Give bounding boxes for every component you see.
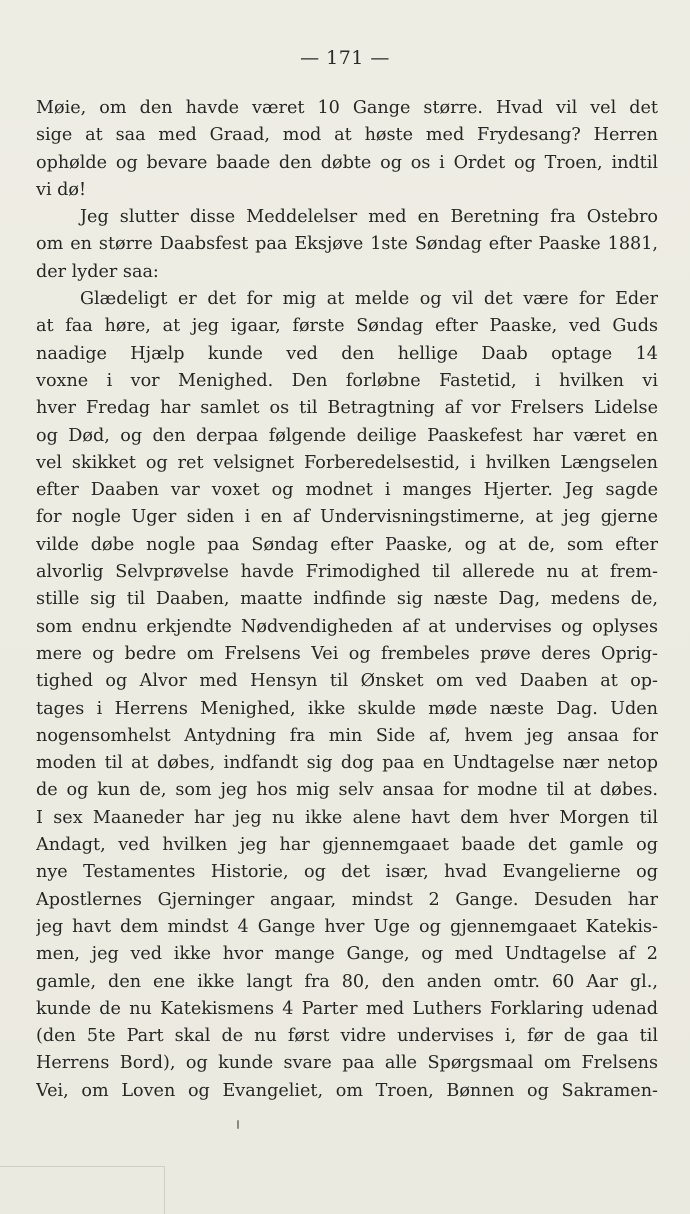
text-line: alvorlig Selvprøvelse havde Frimodighed til allerede nu at frem-: [36, 562, 658, 583]
text-line: gamle, den ene ikke langt fra 80, den anden omtr. 60 Aar gl.,: [36, 971, 658, 992]
text-line: Apostlernes Gjerninger angaar, mindst 2 Gange. Desuden har: [36, 889, 658, 910]
text-line: Vei, om Loven og Evangeliet, om Troen, Bønnen og Sakramen-: [36, 1080, 658, 1101]
ink-speck: [237, 1120, 239, 1129]
text-line: at faa høre, at jeg igaar, første Søndag efter Paaske, ved Guds: [36, 316, 658, 337]
page-fold-edge: [0, 1166, 165, 1167]
text-line: vel skikket og ret velsignet Forberedelsestid, i hvilken Længselen: [36, 452, 658, 473]
text-line: jeg havt dem mindst 4 Gange hver Uge og gjennemgaaet Katekis-: [36, 916, 658, 937]
text-line: hver Fredag har samlet os til Betragtning af vor Frelsers Lidelse: [36, 398, 658, 419]
text-line: mere og bedre om Frelsens Vei og frembeles prøve deres Oprig-: [36, 643, 658, 664]
page-fold-edge-vertical: [164, 1166, 165, 1214]
text-line: kunde de nu Katekismens 4 Parter med Luthers Forklaring udenad: [36, 998, 658, 1019]
text-line: nye Testamentes Historie, og det især, hvad Evangelierne og: [36, 862, 658, 883]
text-line: tighed og Alvor med Hensyn til Ønsket om ved Daaben at op-: [36, 671, 658, 692]
text-line: Møie, om den havde været 10 Gange større. Hvad vil vel det: [36, 98, 658, 118]
text-line: voxne i vor Menighed. Den forløbne Fastetid, i hvilken vi: [36, 370, 658, 391]
text-line: der lyder saa:: [36, 261, 159, 282]
page-number: — 171 —: [300, 47, 390, 69]
text-line: Glædeligt er det for mig at melde og vil det være for Eder: [80, 289, 658, 310]
text-line: efter Daaben var voxet og modnet i manges Hjerter. Jeg sagde: [36, 480, 658, 501]
text-line: ophølde og bevare baade den døbte og os i Ordet og Troen, indtil: [36, 152, 658, 173]
text-line: I sex Maaneder har jeg nu ikke alene havt dem hver Morgen til: [36, 807, 658, 828]
text-line: men, jeg ved ikke hvor mange Gange, og med Undtagelse af 2: [36, 944, 658, 965]
text-line: for nogle Uger siden i en af Undervisningstimerne, at jeg gjerne: [36, 507, 658, 528]
text-line: tages i Herrens Menighed, ikke skulde møde næste Dag. Uden: [36, 698, 658, 719]
text-line: Andagt, ved hvilken jeg har gjennemgaaet baade det gamle og: [36, 835, 658, 856]
text-line: sige at saa med Graad, mod at høste med Frydesang? Herren: [36, 125, 658, 146]
text-line: om en større Daabsfest paa Eksjøve 1ste Søndag efter Paaske 1881,: [36, 234, 658, 255]
text-line: stille sig til Daaben, maatte indfinde sig næste Dag, medens de,: [36, 589, 658, 610]
text-line: (den 5te Part skal de nu først vidre undervises i, før de gaa til: [36, 1026, 658, 1047]
text-line: og Død, og den derpaa følgende deilige Paaskefest har været en: [36, 425, 658, 446]
text-line: moden til at døbes, indfandt sig dog paa en Undtagelse nær netop: [36, 753, 658, 774]
text-line: vilde døbe nogle paa Søndag efter Paaske, og at de, som efter: [36, 534, 658, 555]
text-line: vi dø!: [36, 179, 87, 200]
text-line: Jeg slutter disse Meddelelser med en Beretning fra Ostebro: [80, 207, 658, 228]
text-line: som endnu erkjendte Nødvendigheden af at undervises og oplyses: [36, 616, 658, 637]
text-line: nogensomhelst Antydning fra min Side af, hvem jeg ansaa for: [36, 725, 658, 746]
body-text: [36, 95, 658, 1105]
text-line: naadige Hjælp kunde ved den hellige Daab optage 14: [36, 343, 658, 364]
text-line: de og kun de, som jeg hos mig selv ansaa for modne til at døbes.: [36, 780, 658, 801]
text-line: Herrens Bord), og kunde svare paa alle Spørgsmaal om Frelsens: [36, 1053, 658, 1074]
